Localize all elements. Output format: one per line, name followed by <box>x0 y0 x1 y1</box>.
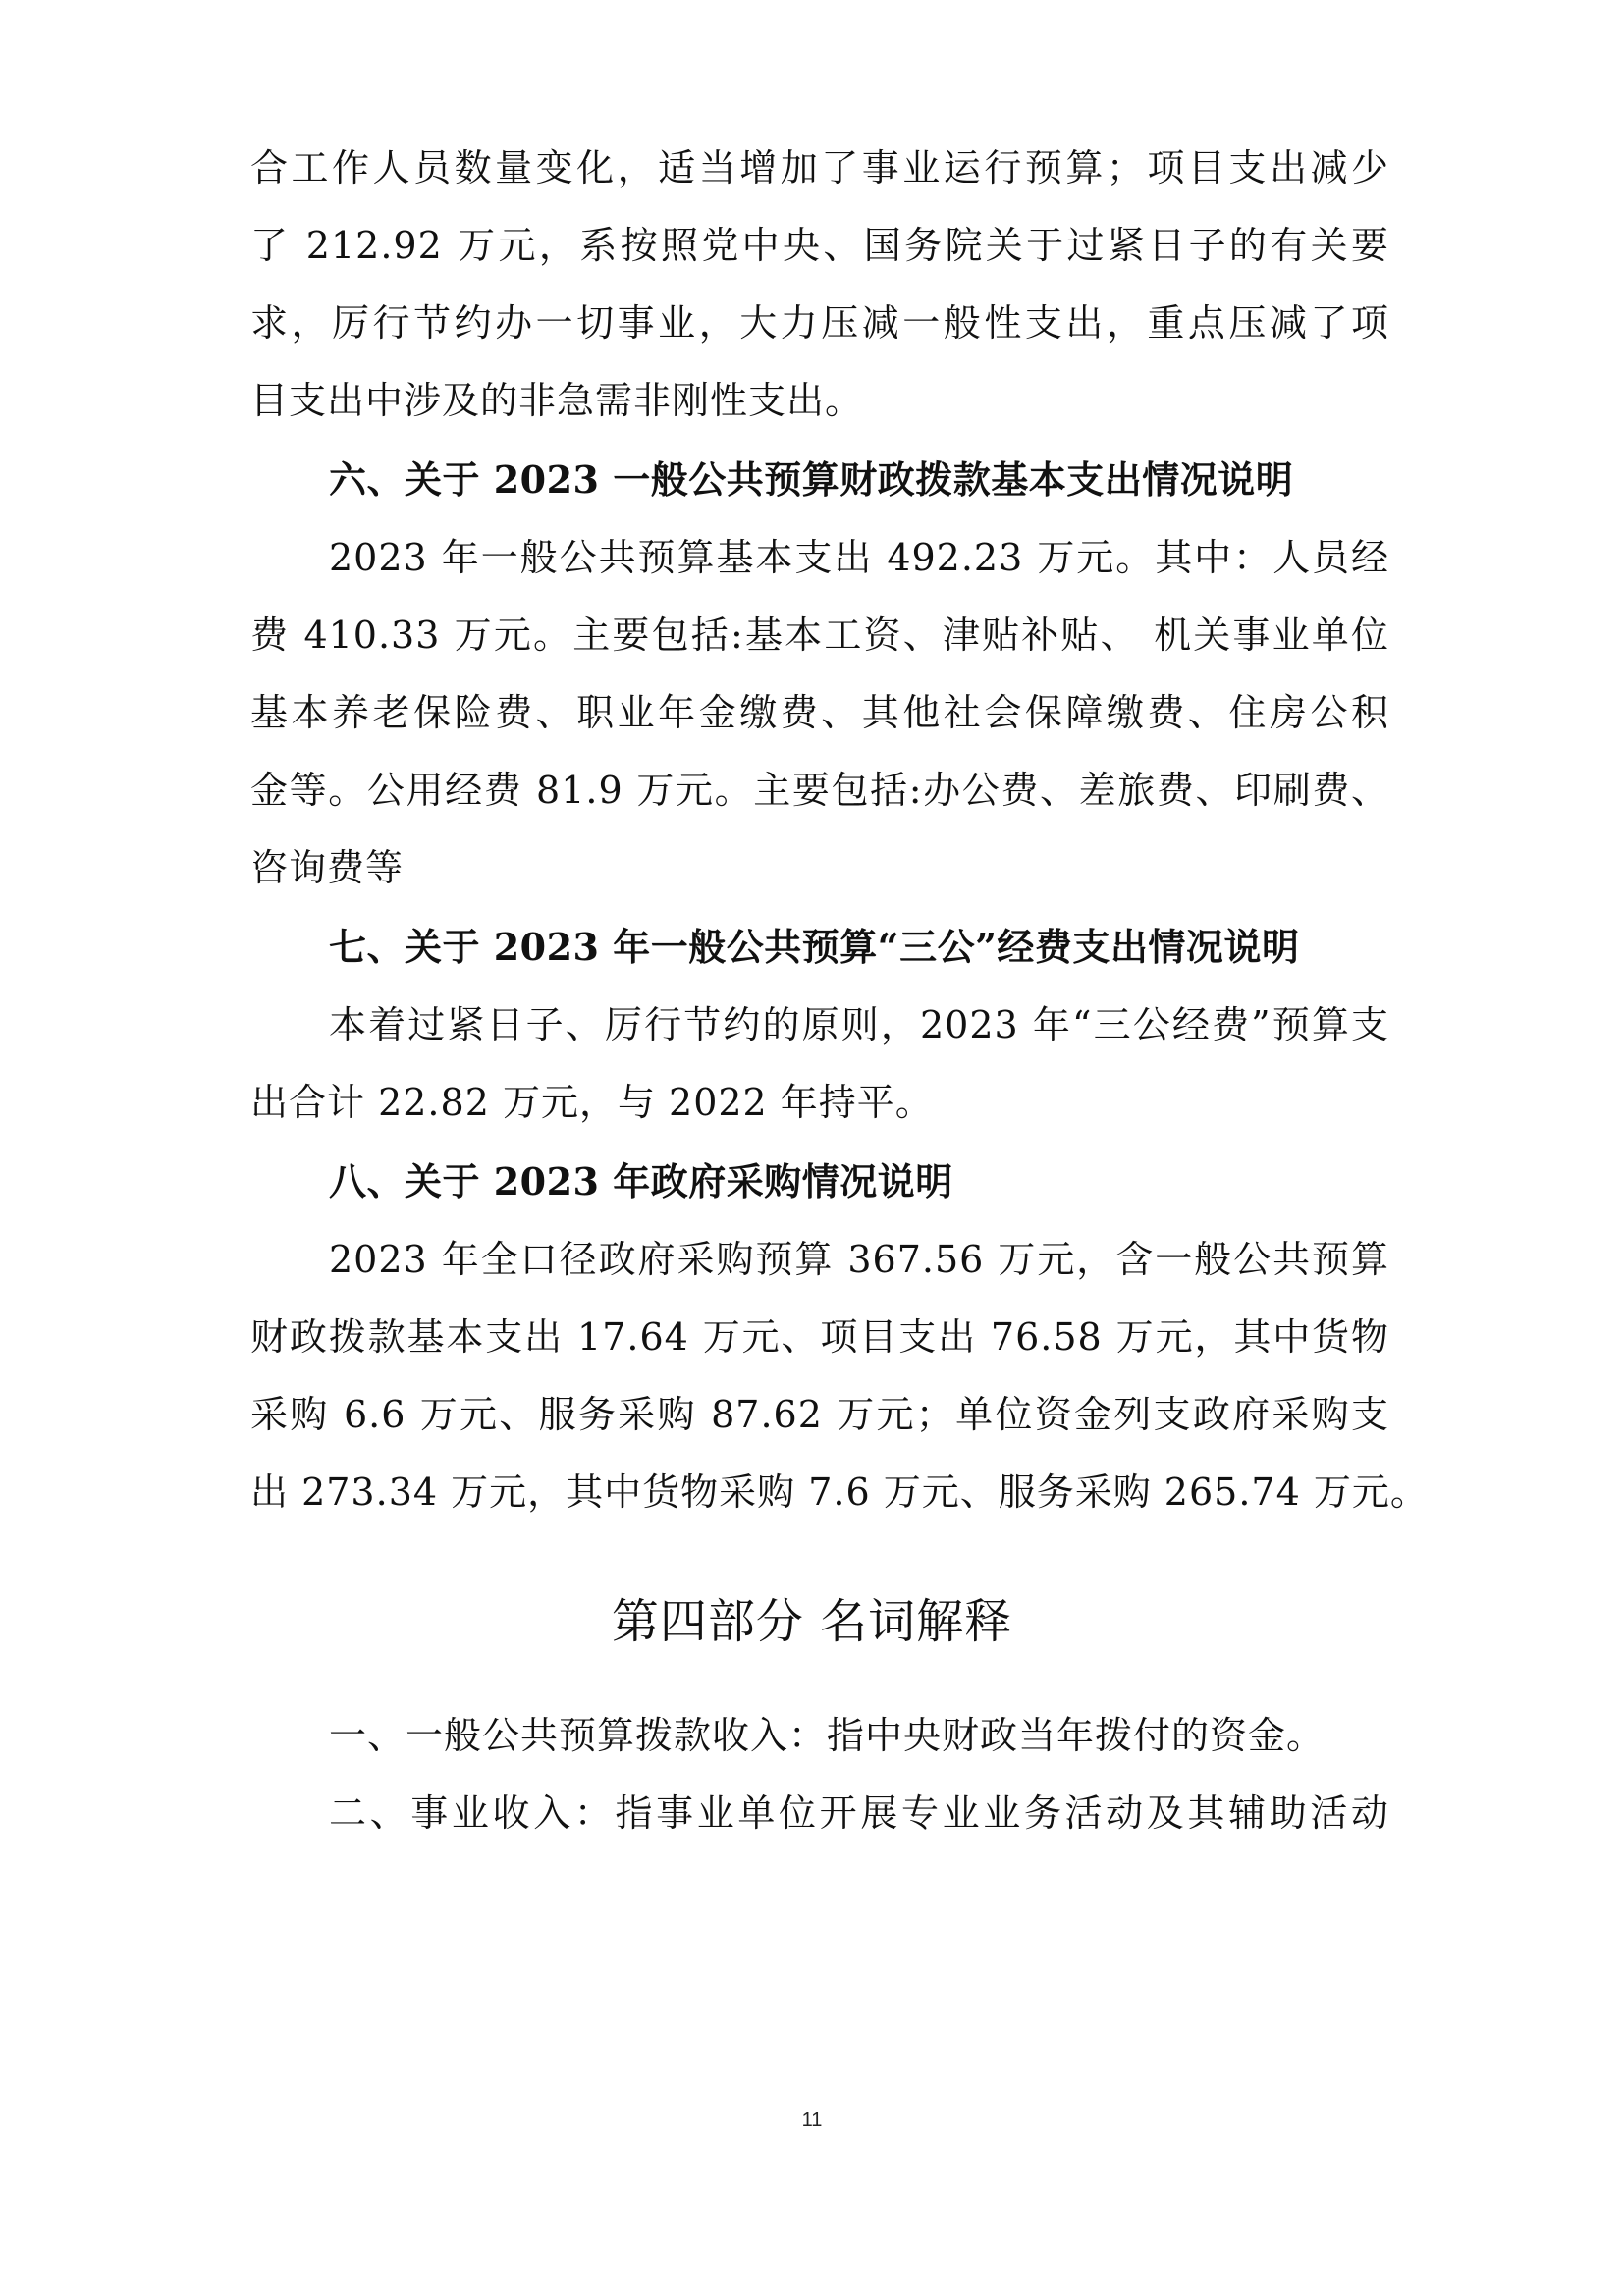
section-heading-6: 六、关于 2023 一般公共预算财政拨款基本支出情况说明 <box>329 457 1294 502</box>
paragraph-line: 二、事业收入：指事业单位开展专业业务活动及其辅助活动 <box>329 1791 1389 1835</box>
paragraph-line: 费 410.33 万元。主要包括:基本工资、津贴补贴、 机关事业单位 <box>250 614 1389 657</box>
paragraph-line: 出 273.34 万元，其中货物采购 7.6 万元、服务采购 265.74 万元。 <box>250 1470 1429 1514</box>
paragraph-line: 出合计 22.82 万元，与 2022 年持平。 <box>250 1081 934 1124</box>
paragraph-line: 2023 年全口径政府采购预算 367.56 万元，含一般公共预算 <box>329 1238 1389 1281</box>
paragraph-line: 本着过紧日子、厉行节约的原则，2023 年“三公经费”预算支 <box>329 1003 1389 1046</box>
paragraph-line: 合工作人员数量变化，适当增加了事业运行预算；项目支出减少 <box>250 146 1389 189</box>
part-title: 第四部分 名词解释 <box>611 1594 1013 1649</box>
paragraph-line: 了 212.92 万元，系按照党中央、国务院关于过紧日子的有关要 <box>250 224 1389 267</box>
page-number: 11 <box>801 2109 823 2131</box>
paragraph-line: 求，厉行节约办一切事业，大力压减一般性支出，重点压减了项 <box>250 301 1389 345</box>
paragraph-line: 基本养老保险费、职业年金缴费、其他社会保障缴费、住房公积 <box>250 691 1389 734</box>
section-heading-7: 七、关于 2023 年一般公共预算“三公”经费支出情况说明 <box>329 925 1300 969</box>
paragraph-line: 2023 年一般公共预算基本支出 492.23 万元。其中：人员经 <box>329 536 1389 579</box>
paragraph-line: 采购 6.6 万元、服务采购 87.62 万元；单位资金列支政府采购支 <box>250 1393 1389 1436</box>
paragraph-line: 财政拨款基本支出 17.64 万元、项目支出 76.58 万元，其中货物 <box>250 1315 1389 1359</box>
paragraph-line: 金等。公用经费 81.9 万元。主要包括:办公费、差旅费、印刷费、 <box>250 769 1389 812</box>
paragraph-line: 目支出中涉及的非急需非刚性支出。 <box>250 379 864 422</box>
paragraph-line: 咨询费等 <box>250 846 405 889</box>
section-heading-8: 八、关于 2023 年政府采购情况说明 <box>329 1159 953 1203</box>
paragraph-line: 一、一般公共预算拨款收入：指中央财政当年拨付的资金。 <box>329 1714 1326 1757</box>
